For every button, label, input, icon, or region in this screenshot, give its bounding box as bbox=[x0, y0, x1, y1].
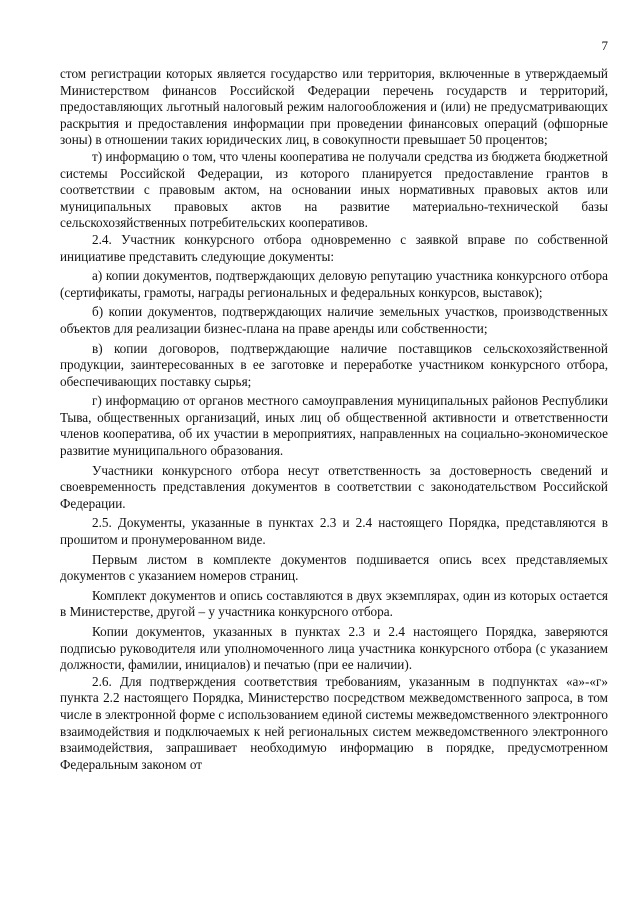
paragraph-item-t: т) информацию о том, что члены кооператива не получали средства из бюджета бюджетной системы Российской Федерации, из которого планируется предоставление грантов в соответствии с правовым актом, на основании иных нормативных правовых актов или муниципальных правовых актов на развитие материально-технической базы сельскохозяйственных потребительских кооперативов. bbox=[60, 148, 608, 231]
paragraph-item-b: б) копии документов, подтверждающих наличие земельных участков, производственных объектов для реализации бизнес-плана на праве аренды или собственности; bbox=[60, 304, 608, 336]
paragraph-continuation: стом регистрации которых является государство или территория, включенные в утверждаемый Министерством финансов Российской Федерации перечень государств и территорий, предоставляющих льготный налоговый режим налогообложения и (или) не предусматривающих раскрытия и предоставления информации при проведении финансовых операций (офшорные зоны) в отношении таких юридических лиц, в совокупности превышает 50 процентов; bbox=[60, 66, 608, 148]
paragraph-item-a: а) копии документов, подтверждающих деловую репутацию участника конкурсного отбора (сертификаты, грамоты, награды региональных и федеральных конкурсов, выставок); bbox=[60, 268, 608, 300]
paragraph-two-copies: Комплект документов и опись составляются в двух экземплярах, один из которых остается в Министерстве, другой – у участника конкурсного отбора. bbox=[60, 587, 608, 620]
paragraph-section-2-6: 2.6. Для подтверждения соответствия требованиям, указанным в подпунктах «а»-«г» пункта 2.2 настоящего Порядка, Министерство посредством межведомственного запроса, в том числе в электронной форме с использованием единой системы межведомственного электронного взаимодействия и подключаемых к ней региональных систем межведомственного электронного взаимодействия, запрашивает необходимую информацию в порядке, предусмотренном Федеральным законом от bbox=[60, 673, 608, 772]
paragraph-section-2-5: 2.5. Документы, указанные в пунктах 2.3 и 2.4 настоящего Порядка, представляются в прошитом и пронумерованном виде. bbox=[60, 515, 608, 548]
document-body bbox=[60, 66, 608, 773]
paragraph-first-sheet: Первым листом в комплекте документов подшивается опись всех представляемых документов с указанием номеров страниц. bbox=[60, 551, 608, 584]
paragraph-item-v: в) копии договоров, подтверждающие наличие поставщиков сельскохозяйственной продукции, заинтересованных в ее заготовке и переработке участником конкурсного отбора, обеспечивающих поставку сырья; bbox=[60, 340, 608, 389]
paragraph-item-g: г) информацию от органов местного самоуправления муниципальных районов Республики Тыва, общественных организаций, иных лиц об общественной активности и ответственности членов кооператива, об их участии в мероприятиях, направленных на социально-экономическое развитие муниципального образования. bbox=[60, 393, 608, 459]
page-number: 7 bbox=[601, 38, 608, 53]
paragraph-certification: Копии документов, указанных в пунктах 2.3 и 2.4 настоящего Порядка, заверяются подписью руководителя или уполномоченного лица участника конкурсного отбора (с указанием должности, фамилии, инициалов) и печатью (при ее наличии). bbox=[60, 624, 608, 673]
paragraph-section-2-4: 2.4. Участник конкурсного отбора одновременно с заявкой вправе по собственной инициативе представить следующие документы: bbox=[60, 231, 608, 264]
paragraph-responsibility: Участники конкурсного отбора несут ответственность за достоверность сведений и своевременность представления документов в соответствии с законодательством Российской Федерации. bbox=[60, 462, 608, 511]
